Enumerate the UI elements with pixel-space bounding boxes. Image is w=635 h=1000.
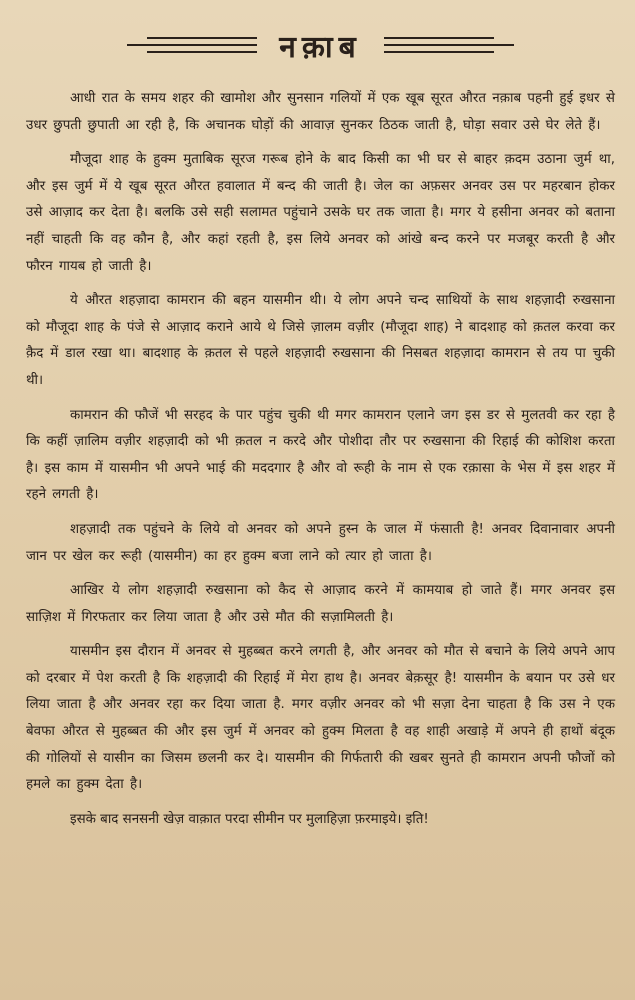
- title-rule-left: [127, 37, 257, 53]
- paragraph-7: यासमीन इस दौरान में अनवर से मुहब्बत करने लगती है, और अनवर को मौत से बचाने के लिये अपने आप को दरबार में पेश करती है कि शहज़ादी की रिहाई में मेरा हाथ है। अनवर बेक़सूर है! यासमीन के बयान पर उसे धर लिया जाता है और अनवर रहा कर दिया जाता है. मगर वज़ीर अनवर को भी सज़ा देना चाहता है कि उस ने एक बेवफा औरत से मुहब्बत की और इस जुर्म में अनवर को हुक्म मिलता है वह शाही अखाड़े में अपने ही हाथों बंदूक की गोलियों से यासीन का जिसम छलनी कर दे। यासमीन की गिर्फतारी की खबर सुनते ही कामरान अपनी फौजों को हमले का हुक्म देता है।: [26, 644, 615, 793]
- paragraph-1: आधी रात के समय शहर की खामोश और सुनसान गलियों में एक खूब सूरत औरत नक़ाब पहनी हुई इधर से उधर छुपती छुपाती आ रही है, कि अचानक घोड़ों की आवाज़ सुनकर ठिठक जाती है, घोड़ा सवार उसे घेर लेते हैं।: [26, 91, 615, 133]
- paragraph-3: ये औरत शहज़ादा कामरान की बहन यासमीन थी। ये लोग अपने चन्द साथियों के साथ शहज़ादी रुखसाना को मौजूदा शाह के पंजे से आज़ाद कराने आये थे जिसे ज़ालम वज़ीर (मौजूदा शाह) ने बादशाह को क़तल करवा कर क़ैद में डाल रखा था। बादशाह के क़तल से पहले शहज़ादी रुखसाना की निसबत शहज़ादा कामरान से तय पा चुकी थी।: [26, 293, 615, 388]
- title-row: [26, 18, 615, 72]
- page-title: नक़ाब: [279, 29, 362, 65]
- paragraph-4: कामरान की फौजें भी सरहद के पार पहुंच चुकी थी मगर कामरान एलाने जग इस डर से मुलतवी कर रहा है कि कहीं ज़ालिम वज़ीर शहज़ादी को भी क़तल न करदे और पोशीदा तौर पर रुखसाना की रिहाई की कोशिश करता है। इस काम में यासमीन भी अपने भाई की मददगार है और वो रूही के नाम से एक रक़ासा के भेस में इस शहर में रहने लगती है।: [26, 407, 615, 503]
- paragraph-6: आखिर ये लोग शहज़ादी रुखसाना को कैद से आज़ाद करने में कामयाब हो जाते हैं। मगर अनवर इस साज़िश में गिरफतार कर लिया जाता है और उसे मौत की सज़ामिलती है।: [26, 583, 615, 625]
- paragraph-2: मौजूदा शाह के हुक्म मुताबिक सूरज गरूब होने के बाद किसी का भी घर से बाहर क़दम उठाना जुर्म था, और इस जुर्म में ये खूब सूरत औरत हवालात में बन्द की जाती है। जेल का अफ़सर अनवर उस पर महरबान होकर उसे आज़ाद कर देता है। बलकि उसे सही सलामत पहुंचाने उसके घर तक जाता है। मगर ये हसीना अनवर को बताना नहीं चाहती कि वह कौन है, और कहां रहती है, इस लिये अनवर को आंखे बन्द करने पर मजबूर करती है और फौरन गायब हो जाती है।: [26, 152, 615, 274]
- title-rule-right: [384, 37, 514, 53]
- paragraph-5: शहज़ादी तक पहुंचने के लिये वो अनवर को अपने हुस्न के जाल में फंसाती है! अनवर दिवानावार अपनी जान पर खेल कर रूही (यासमीन) का हर हुक्म बजा लाने को त्यार हो जाता है।: [26, 521, 615, 564]
- closing-line: इसके बाद सनसनी खेज़ वाक़ात परदा सीमीन पर मुलाहिज़ा फ़रमाइये। इति!: [70, 811, 429, 827]
